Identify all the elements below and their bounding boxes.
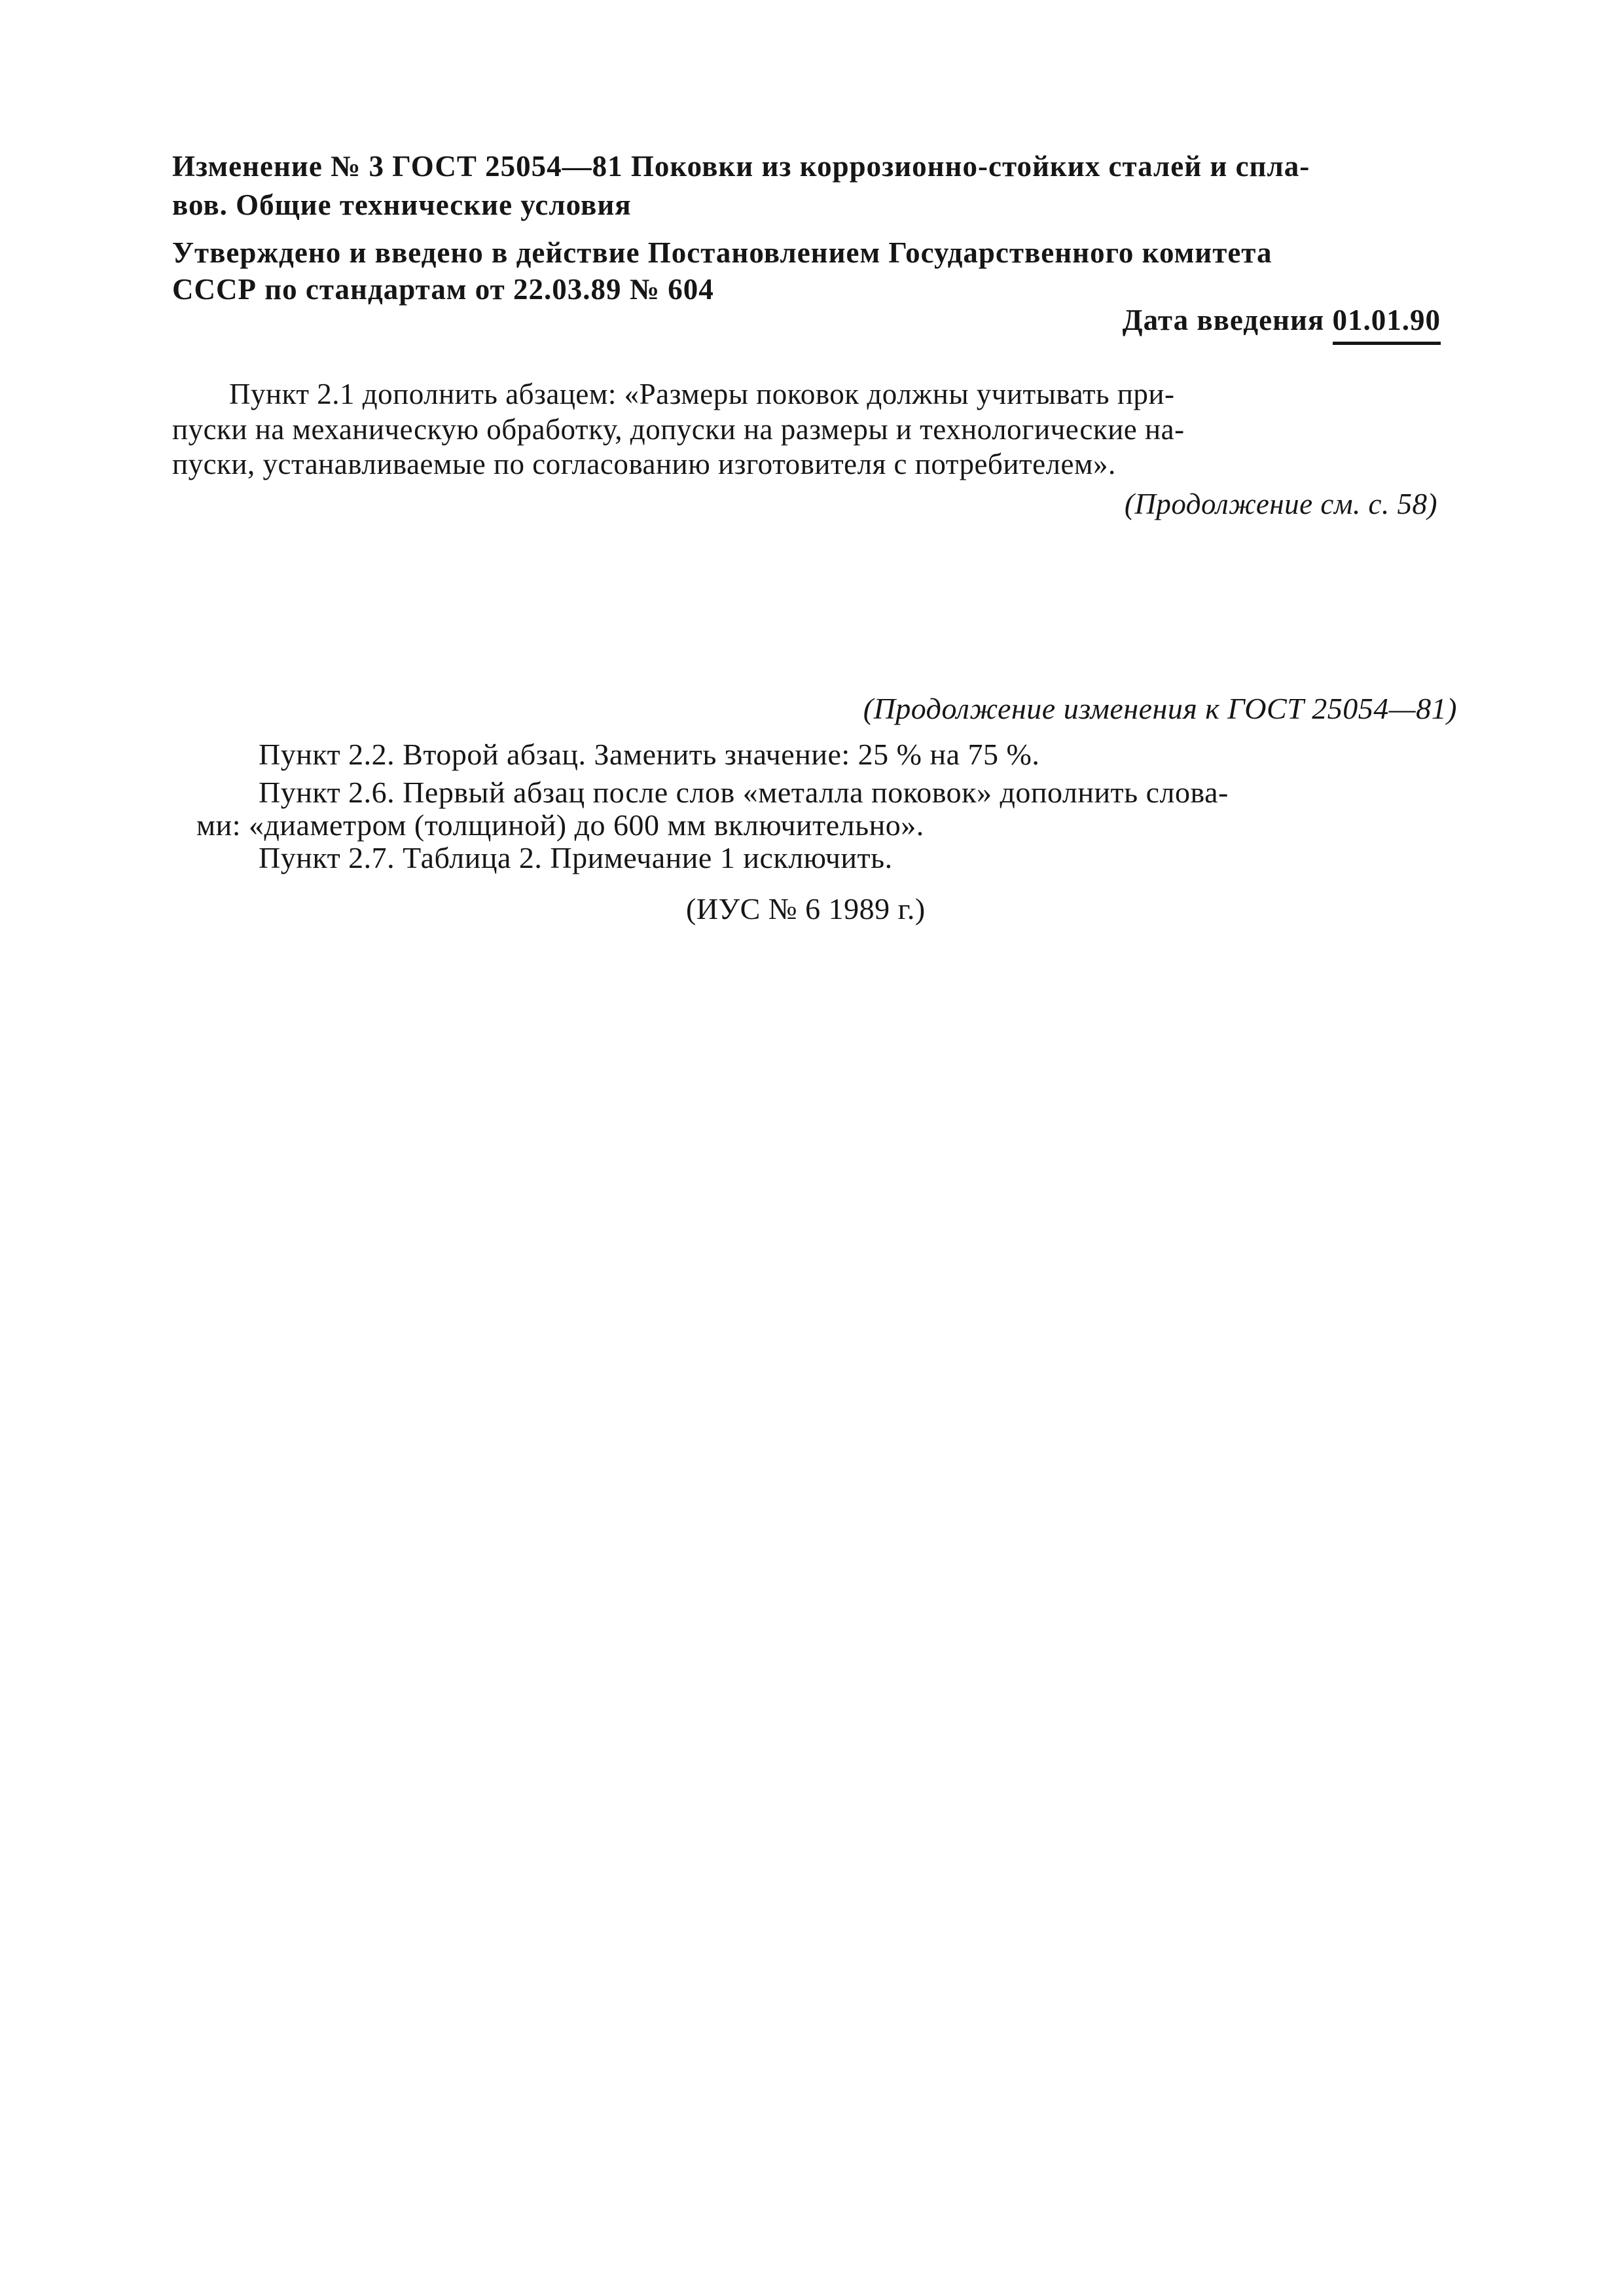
date-label: Дата введения: [1122, 304, 1333, 336]
title-line-2: вов. Общие технические условия: [172, 188, 632, 221]
introduction-date: [1123, 306, 1441, 345]
section2-line-2: Пункт 2.6. Первый абзац после слов «металла поковок» дополнить слова-: [259, 776, 1229, 809]
section1-line-3: пуски, устанавливаемые по согласованию изготовителя с потребителем».: [172, 448, 1116, 480]
section2-line-3: ми: «диаметром (толщиной) до 600 мм включительно».: [196, 808, 924, 842]
section1-line-1: Пункт 2.1 дополнить абзацем: «Размеры поковок должны учитывать при-: [229, 378, 1175, 410]
approved-line-1: Утверждено и введено в действие Постановлением Государственного комитета: [172, 236, 1272, 269]
source-reference: (ИУС № 6 1989 г.): [686, 892, 926, 925]
section1-line-2: пуски на механическую обработку, допуски на размеры и технологические на-: [172, 413, 1185, 446]
continuation-heading: (Продолжение изменения к ГОСТ 25054—81): [863, 692, 1457, 725]
continued-note: (Продолжение см. с. 58): [1124, 488, 1437, 520]
section2-line-1: Пункт 2.2. Второй абзац. Заменить значение: 25 % на 75 %.: [259, 738, 1040, 771]
approved-line-2: СССР по стандартам от 22.03.89 № 604: [172, 273, 714, 306]
section2-line-4: Пункт 2.7. Таблица 2. Примечание 1 исключить.: [259, 841, 893, 874]
title-line-1: Изменение № 3 ГОСТ 25054—81 Поковки из коррозионно-стойких сталей и спла-: [172, 150, 1310, 183]
date-value: 01.01.90: [1333, 306, 1441, 345]
